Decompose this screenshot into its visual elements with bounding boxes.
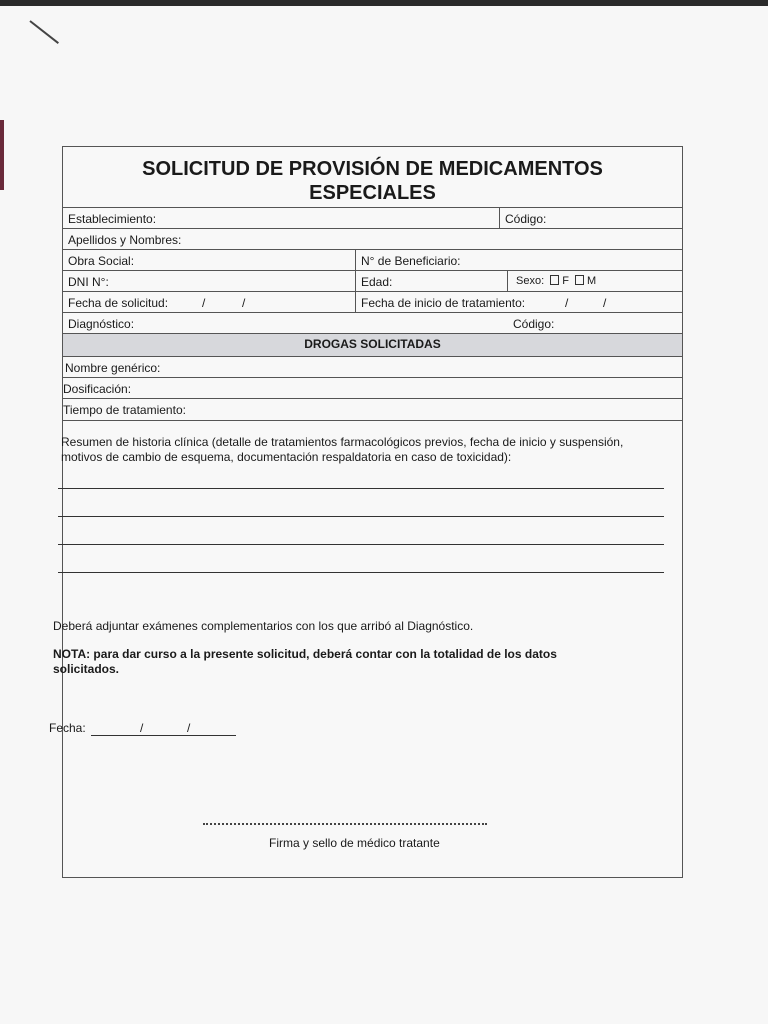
- date-separator: /: [242, 296, 246, 310]
- row-fechas: [63, 291, 682, 313]
- row-diagnostico: [63, 312, 682, 334]
- writing-line[interactable]: [58, 516, 664, 517]
- dosificacion-label: Dosificación:: [63, 382, 132, 396]
- nombre-generico-field[interactable]: [63, 357, 682, 378]
- drogas-header-label: DROGAS SOLICITADAS: [304, 337, 441, 351]
- row-dni: [63, 270, 682, 292]
- adjuntar-note: Deberá adjuntar exámenes complementarios con los que arribó al Diagnóstico.: [53, 619, 474, 633]
- date-separator: /: [202, 296, 206, 310]
- diagnostico-field[interactable]: [63, 313, 507, 334]
- fecha-label: Fecha:: [49, 721, 86, 735]
- request-form: [49, 146, 683, 878]
- sexo-label: Sexo:: [516, 275, 545, 287]
- fecha-inicio-field[interactable]: [355, 292, 682, 313]
- resumen-instructions: [61, 435, 673, 465]
- obra-social-label: Obra Social:: [68, 254, 135, 268]
- date-separator: /: [140, 721, 144, 735]
- codigo-label: Código:: [513, 317, 555, 331]
- sexo-f-checkbox[interactable]: [550, 275, 559, 285]
- signature-line[interactable]: [203, 823, 487, 825]
- nota-line1: NOTA: para dar curso a la presente solicitud, deberá contar con la totalidad de los datos: [53, 647, 557, 661]
- drogas-header: [63, 333, 682, 357]
- sexo-m-label: M: [587, 275, 597, 287]
- resumen-line1: Resumen de historia clínica (detalle de tratamientos farmacológicos previos, fecha de inicio y suspensión,: [61, 435, 624, 449]
- apellidos-label: Apellidos y Nombres:: [68, 233, 182, 247]
- diagnostico-codigo-field[interactable]: [507, 313, 682, 334]
- date-separator: /: [603, 296, 607, 310]
- nombre-generico-label: Nombre genérico:: [65, 361, 161, 375]
- dosificacion-field[interactable]: [63, 378, 682, 399]
- sexo-m-checkbox[interactable]: [575, 275, 584, 285]
- row-tiempo: [63, 398, 682, 421]
- date-separator: /: [565, 296, 569, 310]
- paper-mark: [29, 20, 59, 44]
- firma-label: Firma y sello de médico tratante: [269, 836, 440, 850]
- row-obra-social: [63, 249, 682, 271]
- dni-field[interactable]: [63, 271, 355, 292]
- diagnostico-label: Diagnóstico:: [68, 317, 135, 331]
- fecha-inicio-label: Fecha de inicio de tratamiento:: [361, 296, 526, 310]
- photo-top-edge: [0, 0, 768, 6]
- resumen-line2: motivos de cambio de esquema, documentación respaldatoria en caso de toxicidad):: [61, 450, 512, 464]
- establecimiento-field[interactable]: [63, 208, 499, 229]
- writing-line[interactable]: [58, 544, 664, 545]
- writing-line[interactable]: [58, 488, 664, 489]
- obra-social-field[interactable]: [63, 250, 355, 271]
- nota-text: [53, 647, 613, 677]
- tiempo-label: Tiempo de tratamiento:: [63, 403, 186, 417]
- edad-label: Edad:: [361, 275, 393, 289]
- apellidos-field[interactable]: [63, 229, 682, 250]
- row-apellidos: [63, 228, 682, 250]
- sexo-field: [507, 271, 682, 292]
- beneficiario-field[interactable]: [355, 250, 682, 271]
- codigo-label: Código:: [505, 212, 547, 226]
- fecha-solicitud-field[interactable]: [63, 292, 355, 313]
- row-dosificacion: [63, 377, 682, 399]
- form-title: [63, 157, 682, 205]
- beneficiario-label: N° de Beneficiario:: [361, 254, 461, 268]
- date-separator: /: [187, 721, 191, 735]
- dni-label: DNI N°:: [68, 275, 109, 289]
- photo-left-edge: [0, 120, 4, 190]
- row-nombre-generico: [63, 356, 682, 378]
- form-title-line1: SOLICITUD DE PROVISIÓN DE MEDICAMENTOS: [142, 158, 603, 180]
- sexo-f-label: F: [562, 275, 569, 287]
- fecha-solicitud-label: Fecha de solicitud:: [68, 296, 169, 310]
- establecimiento-label: Establecimiento:: [68, 212, 157, 226]
- edad-field[interactable]: [355, 271, 507, 292]
- row-establecimiento: [63, 207, 682, 229]
- tiempo-field[interactable]: [63, 399, 682, 420]
- form-title-line2: ESPECIALES: [309, 182, 436, 204]
- fecha-input-line[interactable]: [91, 735, 236, 736]
- writing-line[interactable]: [58, 572, 664, 573]
- nota-line2: solicitados.: [53, 662, 120, 676]
- codigo-field[interactable]: [499, 208, 682, 229]
